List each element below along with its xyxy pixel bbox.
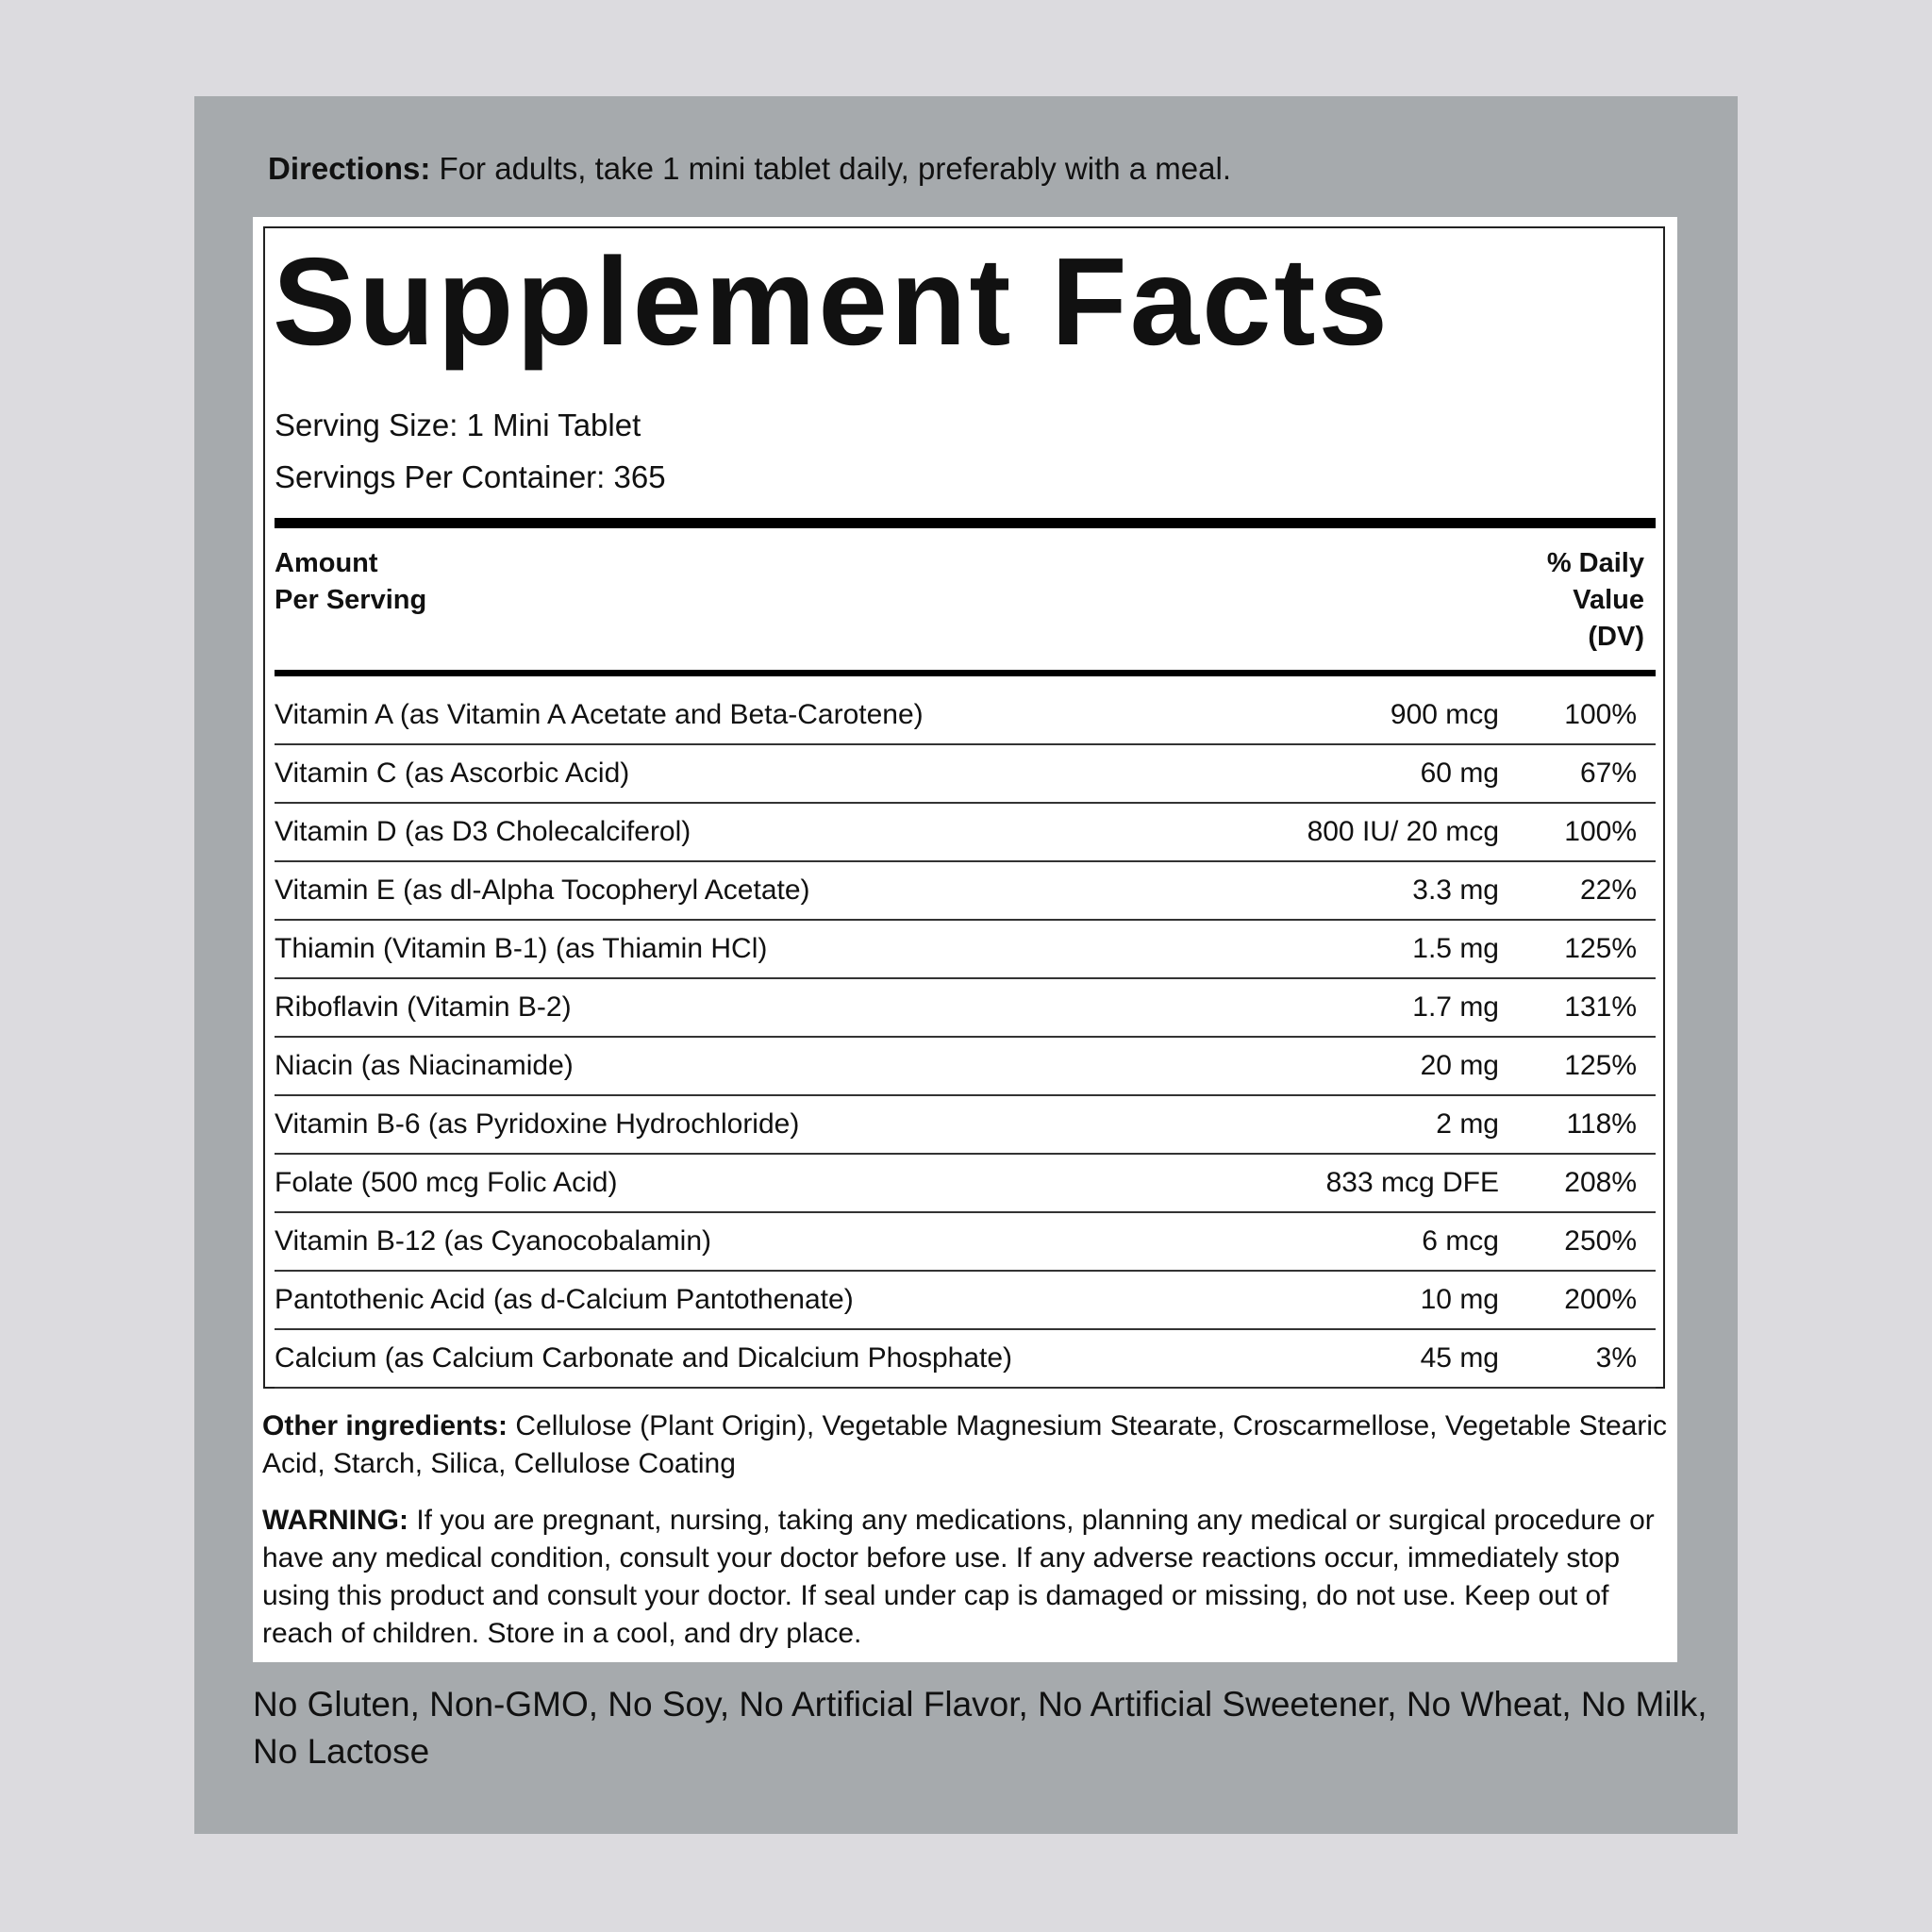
servings-per-container: Servings Per Container: 365 (275, 459, 666, 494)
directions-text (268, 151, 1231, 187)
facts-title: Supplement Facts (273, 232, 1391, 371)
nutrient-daily-value: 118% (1566, 1108, 1637, 1140)
table-row (275, 862, 1656, 921)
table-row (275, 921, 1656, 979)
nutrient-name: Vitamin C (as Ascorbic Acid) (275, 758, 630, 789)
table-row (275, 979, 1656, 1038)
warning-label: WARNING: (262, 1505, 408, 1536)
table-row (275, 804, 1656, 862)
nutrient-amount: 833 mcg DFE (1325, 1167, 1499, 1198)
supplement-facts-panel (263, 226, 1665, 1389)
nutrient-table (275, 687, 1656, 1389)
other-ingredients-text: Cellulose (Plant Origin), Vegetable Magnesium Stearate, Croscarmellose, Vegetable Stearic Acid, Starch, Silica, Cellulose Coating (262, 1410, 1667, 1479)
warning-text: If you are pregnant, nursing, taking any medications, planning any medical or surgical procedure or have any medical condition, consult your doctor before use. If any adverse reactions occur, immediately stop using this product and consult your doctor. If seal under cap is damaged or missing, do not use. Keep out of reach of children. Store in a cool, and dry place. (262, 1505, 1655, 1649)
table-row (275, 1330, 1656, 1389)
nutrient-name: Vitamin D (as D3 Cholecalciferol) (275, 816, 691, 847)
daily-value-header (1547, 545, 1644, 656)
header-right-line: % Daily (1546, 548, 1644, 578)
nutrient-name: Niacin (as Niacinamide) (275, 1050, 574, 1081)
header-right-line: Value (1573, 585, 1644, 615)
nutrient-amount: 3.3 mg (1412, 874, 1499, 906)
thick-divider (275, 518, 1656, 528)
nutrient-name: Vitamin B-6 (as Pyridoxine Hydrochloride) (275, 1108, 800, 1140)
nutrient-amount: 10 mg (1420, 1284, 1499, 1315)
directions-body: For adults, take 1 mini tablet daily, preferably with a meal. (439, 151, 1231, 186)
header-left-line: Amount (275, 548, 378, 578)
free-from-claims: No Gluten, Non-GMO, No Soy, No Artificial Flavor, No Artificial Sweetener, No Wheat, No Milk, No Lactose (253, 1685, 1707, 1771)
other-ingredients-label: Other ingredients: (262, 1410, 508, 1441)
nutrient-amount: 1.5 mg (1412, 933, 1499, 964)
table-row (275, 1038, 1656, 1096)
header-left-line: Per Serving (275, 585, 427, 615)
nutrient-amount: 6 mcg (1422, 1225, 1499, 1257)
nutrient-amount: 800 IU/ 20 mcg (1307, 816, 1499, 847)
nutrient-daily-value: 3% (1595, 1342, 1637, 1374)
nutrient-name: Vitamin B-12 (as Cyanocobalamin) (275, 1225, 711, 1257)
table-row (275, 1272, 1656, 1330)
nutrient-amount: 1.7 mg (1412, 991, 1499, 1023)
label-panel (194, 96, 1738, 1834)
nutrient-amount: 60 mg (1420, 758, 1499, 789)
table-row (275, 1213, 1656, 1272)
header-right-line: (DV) (1588, 622, 1644, 652)
nutrient-daily-value: 250% (1564, 1225, 1637, 1257)
nutrient-amount: 45 mg (1420, 1342, 1499, 1374)
nutrient-daily-value: 125% (1564, 1050, 1637, 1081)
nutrient-amount: 900 mcg (1390, 699, 1499, 730)
header-divider (275, 670, 1656, 676)
nutrient-name: Pantothenic Acid (as d-Calcium Pantothenate) (275, 1284, 854, 1315)
directions-label: Directions: (268, 151, 431, 186)
serving-size: Serving Size: 1 Mini Tablet (275, 408, 641, 442)
nutrient-name: Vitamin E (as dl-Alpha Tocopheryl Acetate) (275, 874, 810, 906)
other-ingredients (262, 1407, 1668, 1483)
nutrient-name: Vitamin A (as Vitamin A Acetate and Beta-Carotene) (275, 699, 924, 730)
nutrient-amount: 2 mg (1436, 1108, 1499, 1140)
nutrient-name: Thiamin (Vitamin B-1) (as Thiamin HCl) (275, 933, 768, 964)
nutrient-amount: 20 mg (1420, 1050, 1499, 1081)
nutrient-name: Calcium (as Calcium Carbonate and Dicalcium Phosphate) (275, 1342, 1013, 1374)
nutrient-daily-value: 22% (1579, 874, 1637, 906)
table-row (275, 1096, 1656, 1155)
table-row (275, 687, 1656, 745)
nutrient-daily-value: 100% (1564, 816, 1637, 847)
table-row (275, 1155, 1656, 1213)
nutrient-daily-value: 208% (1564, 1167, 1637, 1198)
nutrient-daily-value: 125% (1564, 933, 1637, 964)
nutrient-name: Folate (500 mcg Folic Acid) (275, 1167, 618, 1198)
nutrient-daily-value: 200% (1564, 1284, 1637, 1315)
nutrient-daily-value: 131% (1564, 991, 1637, 1023)
nutrient-name: Riboflavin (Vitamin B-2) (275, 991, 572, 1023)
nutrient-daily-value: 67% (1579, 758, 1637, 789)
nutrient-daily-value: 100% (1564, 699, 1637, 730)
warning (262, 1502, 1668, 1653)
label-sheet (253, 217, 1677, 1662)
table-row (275, 745, 1656, 804)
amount-per-serving-header (275, 545, 426, 619)
